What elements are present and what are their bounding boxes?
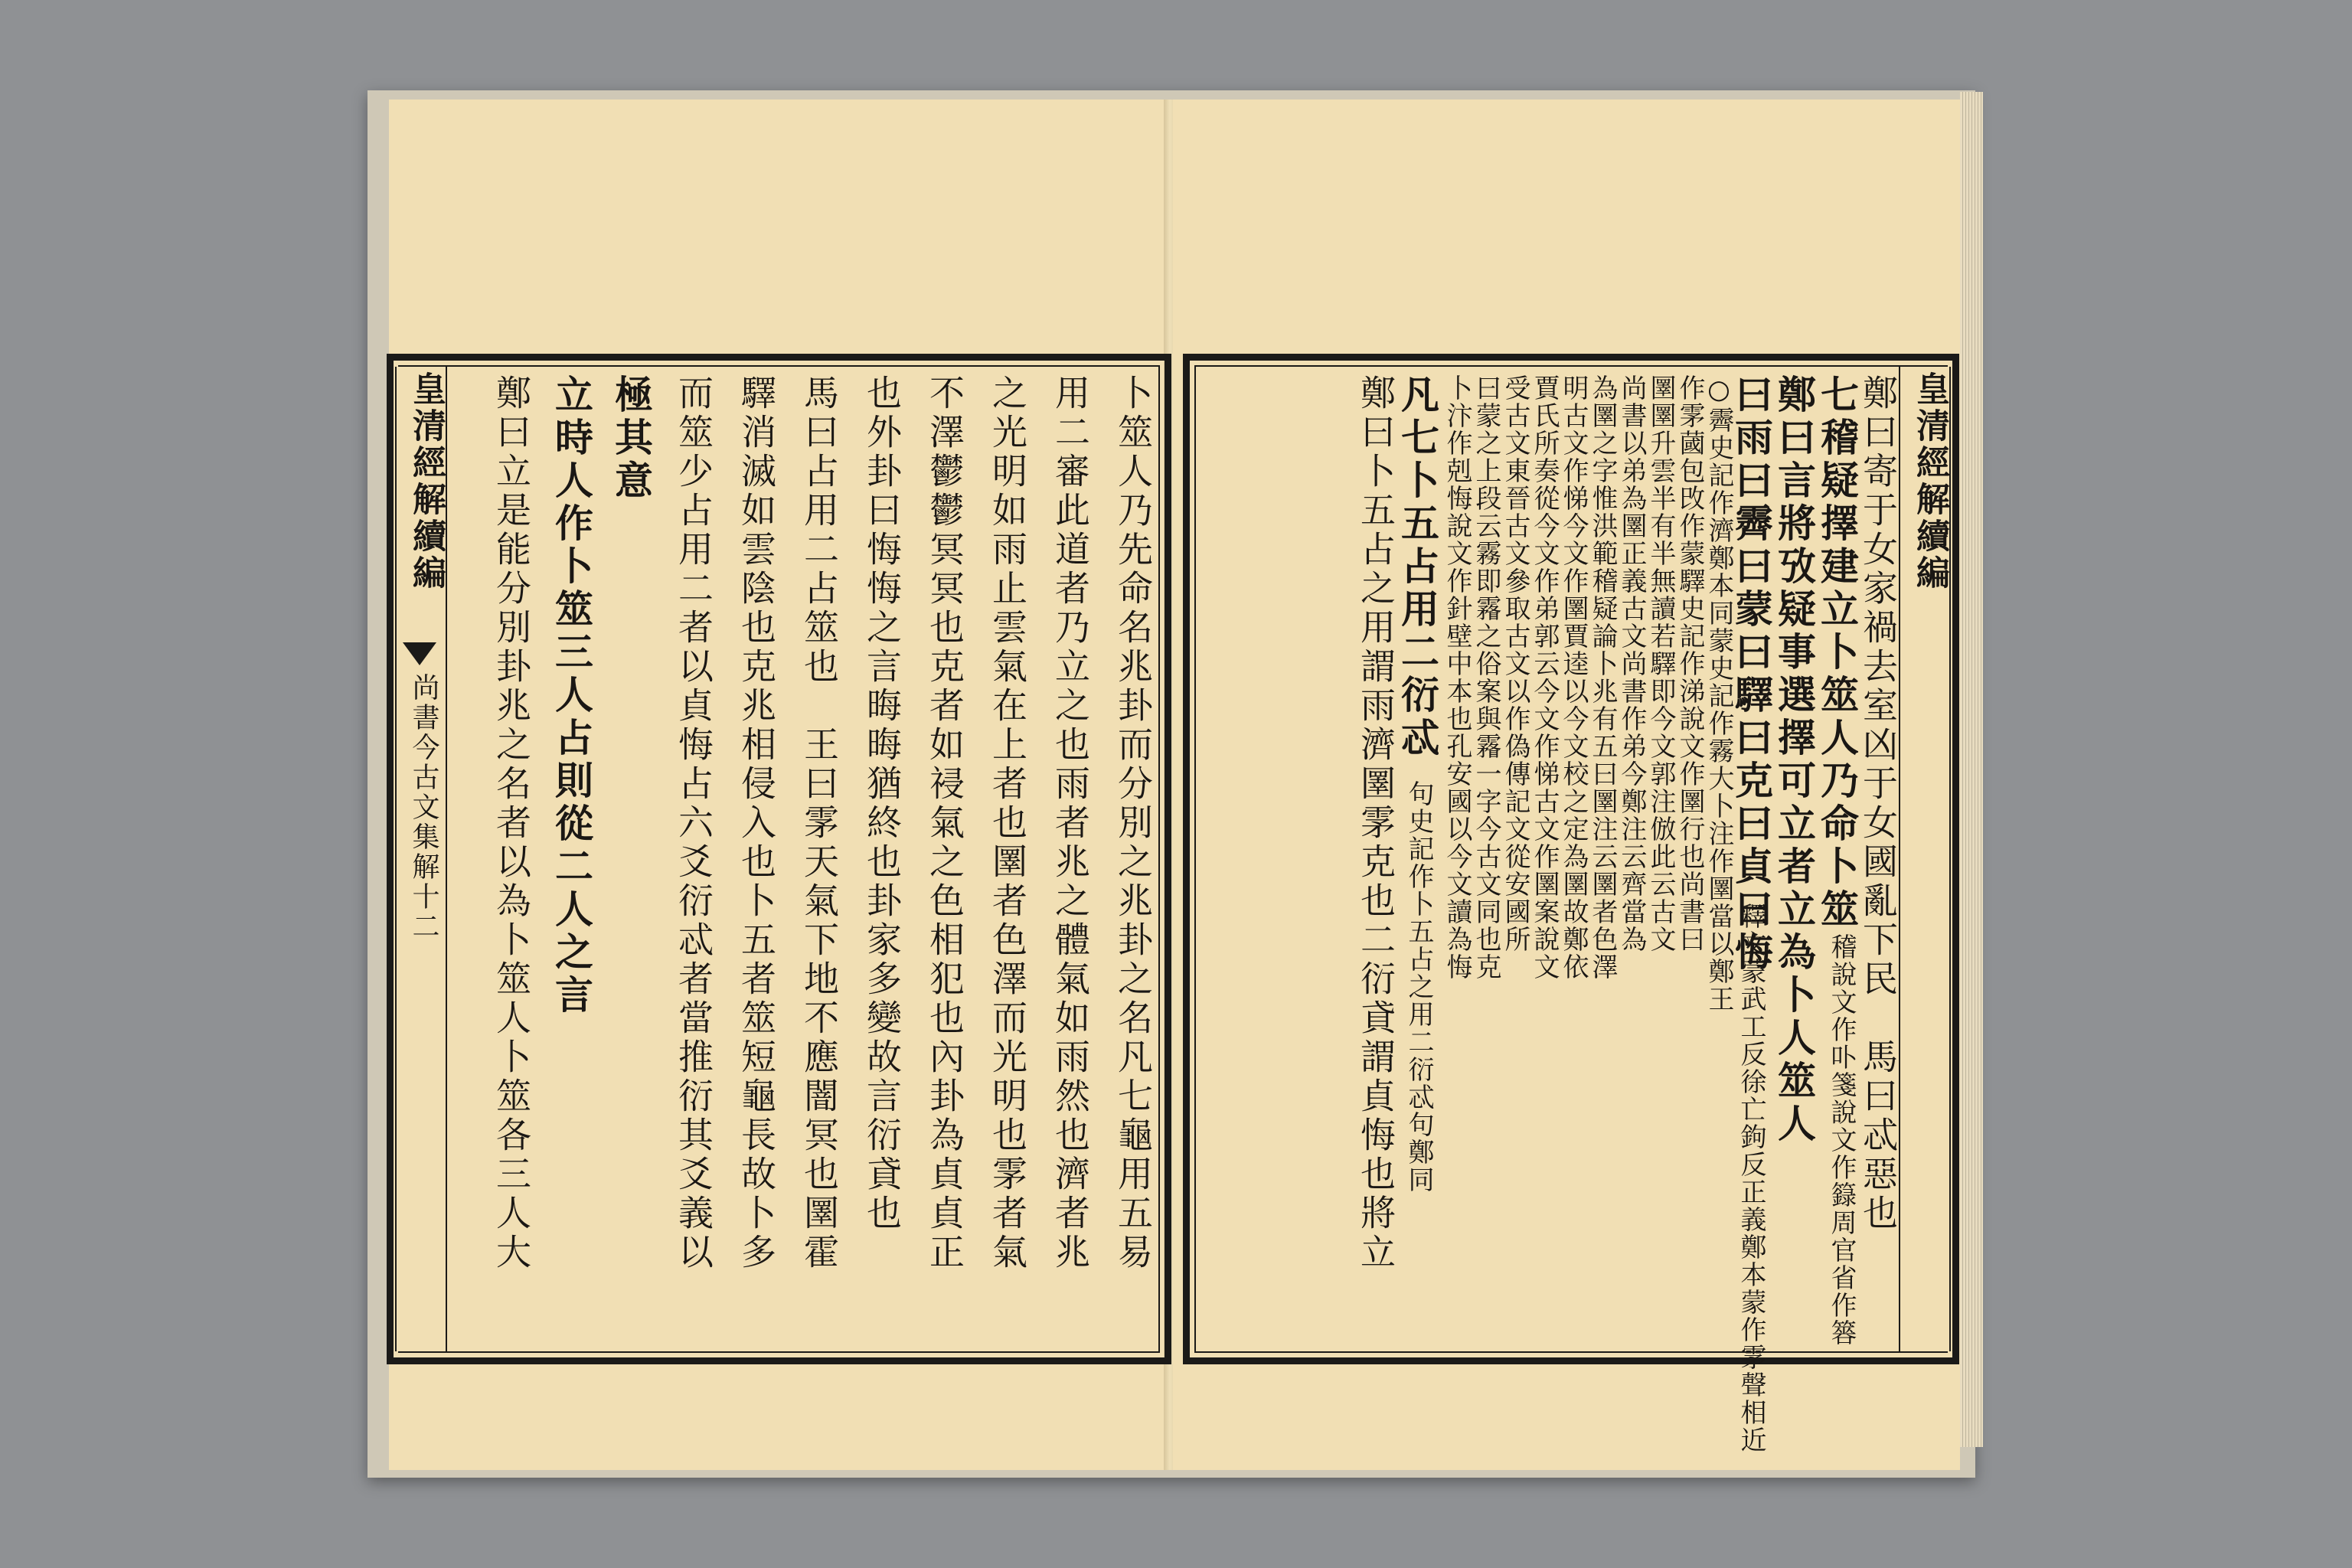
text-column: 卜筮人乃先命名兆卦而分別之兆卦之名凡七龜用五易 (1112, 374, 1154, 1272)
text-column: 曰雨曰霽曰蒙曰驛曰克曰貞曰悔 (1729, 374, 1774, 975)
text-column: 稽說文作卟箋說文作籙周官省作簭 (1826, 933, 1857, 1347)
text-column: 馬曰占用二占筮也 王曰雺天氣下地不應闇冥也圛霍 (799, 374, 840, 1272)
text-column: 賈氏所奏從今文作弟郭云今文作悌古文作圛案說文 (1529, 374, 1560, 981)
fish-tail-mark-icon (403, 642, 436, 665)
text-column: 之光明如雨止雲氣在上者也圛者色澤而光明也雺者氣 (987, 374, 1028, 1272)
text-column: 曰蒙之上段云霧即霿之俗案與霿一字今古文同也克 (1471, 374, 1501, 981)
text-column: 釋文蒙武工反徐亡鉤反正義鄭本蒙作雺聲相近 (1736, 903, 1766, 1454)
text-column: 圛圛升雲半有半無讀若驛即今文郭注倣此云古文 (1645, 374, 1676, 953)
right-text-block (1194, 365, 1949, 1454)
text-column: 而筮少占用二者以貞悔占六爻衍忒者當推衍其爻義以 (673, 374, 714, 1272)
left-text-block (398, 365, 1160, 1353)
page-edges (1960, 92, 1983, 1447)
text-column: 立時人作卜筮三人占則從二人之言 (549, 374, 594, 1018)
text-column: 受古文東晉古文參取古文以作偽傳記文從安國所 (1500, 374, 1530, 953)
left-text-frame (387, 354, 1171, 1364)
text-column: 凡七卜五占用二衍忒 (1395, 374, 1440, 760)
left-running-title: 皇清經解續編 (407, 371, 446, 592)
text-column: 作雺蔮包攺作蒙驛史記作涕說文作圛行也尚書曰 (1674, 374, 1705, 953)
text-column: 為圛之字惟洪範稽疑論卜兆有五曰圛注云圛者色澤 (1587, 374, 1618, 981)
text-column: 句史記作卜五占之用二衍忒句鄭同 (1403, 780, 1434, 1194)
text-column: 用二審此道者乃立之也雨者兆之體氣如雨然也濟者兆 (1050, 374, 1091, 1272)
text-column: 鄭曰寄于女家禍去室凶于女國亂下民 馬曰忒惡也 (1857, 374, 1899, 1233)
text-column: 尚書以弟為圛正義古文尚書作弟今鄭注云齊當為 (1616, 374, 1647, 953)
text-column: 不澤鬱鬱冥冥也克者如祲氣之色相犯也內卦為貞貞正 (924, 374, 965, 1272)
right-text-frame (1183, 354, 1959, 1454)
text-column: 鄭曰言將攷疑事選擇可立者立為卜人筮人 (1772, 374, 1817, 1146)
text-column: 也外卦曰悔悔之言晦晦猶終也卦家多變故言衍貣也 (861, 374, 903, 1233)
section-title: 尚書今古文集解十二 (408, 673, 439, 942)
text-column: 七稽疑擇建立卜筮人乃命卜筮 (1815, 374, 1860, 932)
text-column: 極其意 (609, 374, 654, 503)
text-column: 鄭曰立是能分別卦兆之名者以為卜筮人卜筮各三人大 (491, 374, 532, 1272)
text-column: ○霽史記作濟鄭本同蒙史記作霧大卜注作圛當以鄭王 (1704, 374, 1734, 1013)
text-column: 卜汴作剋悔說文作針壁中本也孔安國以今文讀為悔 (1442, 374, 1472, 981)
left-fold-margin (395, 367, 447, 1351)
right-fold-margin (1899, 367, 1951, 1351)
text-column: 鄭曰卜五占之用謂雨濟圛雺克也二衍貣謂貞悔也將立 (1355, 374, 1396, 1272)
text-column: 驛消滅如雲陰也克兆相侵入也卜五者筮短龜長故卜多 (736, 374, 777, 1272)
text-column: 明古文作悌今文作圛賈逵以今文校之定為圛故鄭依 (1558, 374, 1589, 981)
right-running-title: 皇清經解續編 (1910, 371, 1949, 592)
